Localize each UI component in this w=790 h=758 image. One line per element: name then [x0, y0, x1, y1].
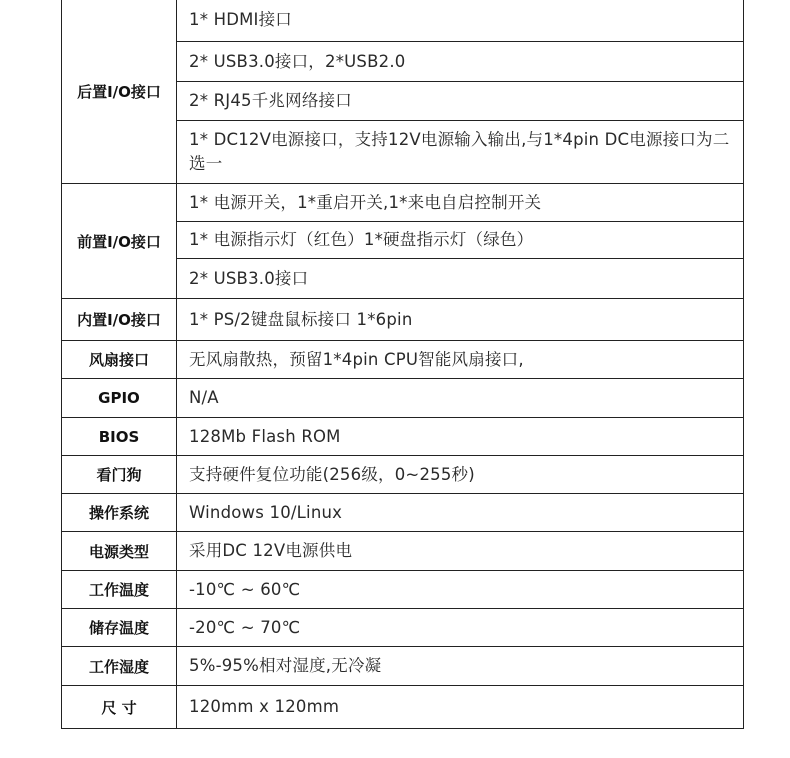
row-label-bios: BIOS [62, 418, 177, 456]
row-label-dimensions: 尺 寸 [62, 686, 177, 729]
row-value: 1* 电源指示灯（红色）1*硬盘指示灯（绿色） [177, 222, 744, 259]
row-value: 128Mb Flash ROM [177, 418, 744, 456]
row-value: 支持硬件复位功能(256级，0~255秒) [177, 456, 744, 494]
row-label-storage-temp: 储存温度 [62, 609, 177, 647]
row-label-gpio: GPIO [62, 379, 177, 418]
table-row [62, 686, 744, 729]
spec-table [61, 0, 744, 729]
row-value: -20℃ ~ 70℃ [177, 609, 744, 647]
table-row [62, 184, 744, 222]
row-label-operating-temp: 工作温度 [62, 571, 177, 609]
table-row [62, 418, 744, 456]
row-value: 1* DC12V电源接口，支持12V电源输入输出,与1*4pin DC电源接口为二选一 [177, 121, 744, 184]
row-value: 1* HDMI接口 [177, 0, 744, 42]
table-row [62, 609, 744, 647]
row-label-internal-io: 内置I/O接口 [62, 299, 177, 341]
row-value: 无风扇散热，预留1*4pin CPU智能风扇接口, [177, 341, 744, 379]
table-row [62, 494, 744, 532]
row-label-power-type: 电源类型 [62, 532, 177, 571]
row-value: 1* PS/2键盘鼠标接口 1*6pin [177, 299, 744, 341]
table-row [62, 456, 744, 494]
row-value: 120mm x 120mm [177, 686, 744, 729]
row-label-rear-io: 后置I/O接口 [62, 0, 177, 184]
table-row [62, 0, 744, 42]
row-value: -10℃ ~ 60℃ [177, 571, 744, 609]
row-value: 2* RJ45千兆网络接口 [177, 82, 744, 121]
row-label-front-io: 前置I/O接口 [62, 184, 177, 299]
row-label-watchdog: 看门狗 [62, 456, 177, 494]
row-value: Windows 10/Linux [177, 494, 744, 532]
row-value: 1* 电源开关，1*重启开关,1*来电自启控制开关 [177, 184, 744, 222]
row-value: N/A [177, 379, 744, 418]
row-label-fan: 风扇接口 [62, 341, 177, 379]
row-label-humidity: 工作湿度 [62, 647, 177, 686]
table-row [62, 532, 744, 571]
table-row [62, 341, 744, 379]
row-value: 采用DC 12V电源供电 [177, 532, 744, 571]
row-label-os: 操作系统 [62, 494, 177, 532]
table-row [62, 379, 744, 418]
table-row [62, 571, 744, 609]
row-value: 5%-95%相对湿度,无冷凝 [177, 647, 744, 686]
table-row [62, 647, 744, 686]
row-value: 2* USB3.0接口，2*USB2.0 [177, 42, 744, 82]
table-row [62, 299, 744, 341]
row-value: 2* USB3.0接口 [177, 259, 744, 299]
